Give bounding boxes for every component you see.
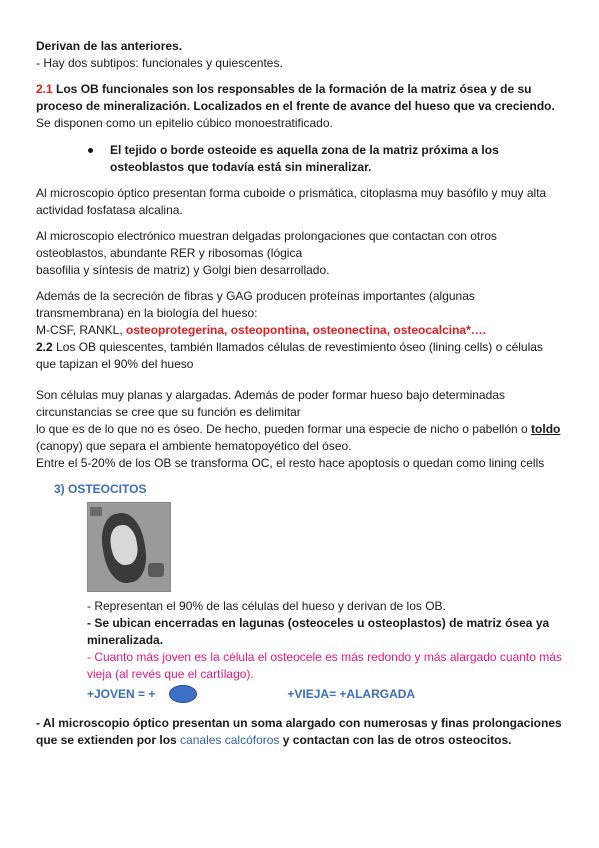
lining-text-b1: lo que es de lo que no es óseo. De hecho, pueden formar una especie de nicho o pabellón o [36, 422, 532, 436]
intro-line: Derivan de las anteriores. [36, 39, 183, 53]
lining-paragraph [36, 387, 566, 472]
round-shape-icon [169, 685, 197, 703]
toldo-word: toldo [531, 422, 561, 436]
osteocyte-line-1: - Representan el 90% de las células del hueso y derivan de los OB. [87, 599, 446, 613]
bullet-dot-icon [88, 148, 93, 153]
osteocyte-optical-paragraph [36, 715, 566, 749]
proteins-text: Además de la secreción de fibras y GAG producen proteínas importantes (algunas transmembrana) en la biología del hueso: [36, 289, 475, 320]
osteocitos-section [54, 481, 566, 703]
optical-soma-text: - Al microscopio óptico presentan un soma alargado con numerosas y finas prolongaciones que se extienden por los [36, 716, 562, 747]
osteocyte-list [87, 598, 566, 703]
osteocyte-line-2: - Se ubican encerradas en lagunas (osteoceles u osteoplastos) de matriz ósea ya mineralizada. [87, 616, 550, 647]
optical-text: Al microscopio óptico presentan forma cuboide o prismática, citoplasma muy basófilo y muy alta actividad fosfatasa alcalina. [36, 186, 547, 217]
proteins-plain: M-CSF, RANKL, [36, 323, 127, 337]
lining-text-a: Son células muy planas y alargadas. Además de poder formar hueso bajo determinadas circunstancias se cree que su función es delimitar [36, 388, 505, 419]
electron-paragraph [36, 228, 566, 279]
osteocyte-line-3: - Cuanto más joven es la célula el osteocele es más redondo y más alargado cuanto más vieja (al revés que el cartílago). [87, 650, 562, 681]
section-number: 2.1 [36, 82, 53, 96]
functional-ob-text: Los OB funcionales son los responsables de la formación de la matriz ósea y de su proceso de mineralización. Localizados en el frente de avance del hueso que va creciendo. [36, 82, 555, 113]
proteins-paragraph [36, 288, 566, 373]
document-page [36, 38, 566, 749]
intro-paragraph [36, 38, 566, 72]
proteins-red: osteoprotegerina, osteopontina, osteonectina, osteocalcina*…. [126, 323, 487, 337]
functional-ob-paragraph [36, 81, 566, 132]
canales-calcoforos-term: canales calcóforos [180, 733, 280, 747]
section-title: 3) OSTEOCITOS [54, 482, 147, 496]
optical-paragraph [36, 185, 566, 219]
lining-text-b2: (canopy) que separa el ambiente hematopoyético del óseo. [36, 439, 352, 453]
section-number-quiescent: 2.2 [36, 340, 53, 354]
lining-text-c: Entre el 5-20% de los OB se transforma OC, el resto hace apoptosis o quedan como lining cells [36, 456, 545, 470]
electron-text-a: Al microscopio electrónico muestran delgadas prolongaciones que contactan con otros osteoblastos, abundante RER y ribosomas (lógica [36, 229, 497, 260]
electron-text-b: basofilia y síntesis de matriz) y Golgi bien desarrollado. [36, 263, 330, 277]
osteoid-bullet [36, 142, 566, 176]
osteoid-text: El tejido o borde osteoide es aquella zona de la matriz próxima a los osteoblastos que todavía está sin mineralizar. [110, 143, 499, 174]
joven-label: +JOVEN = + [87, 687, 156, 701]
age-shape-equation [87, 685, 566, 703]
quiescent-text: Los OB quiescentes, también llamados células de revestimiento óseo (lining cells) o células que tapizan el 90% del hueso [36, 340, 543, 371]
subtypes-line: - Hay dos subtipos: funcionales y quiescentes. [36, 56, 283, 70]
optical-soma-text-end: y contactan con las de otros osteocitos. [279, 733, 512, 747]
vieja-label: +VIEJA= +ALARGADA [287, 687, 416, 701]
epithelium-line: Se disponen como un epitelio cúbico monoestratificado. [36, 116, 333, 130]
osteocyte-micrograph [87, 502, 171, 592]
